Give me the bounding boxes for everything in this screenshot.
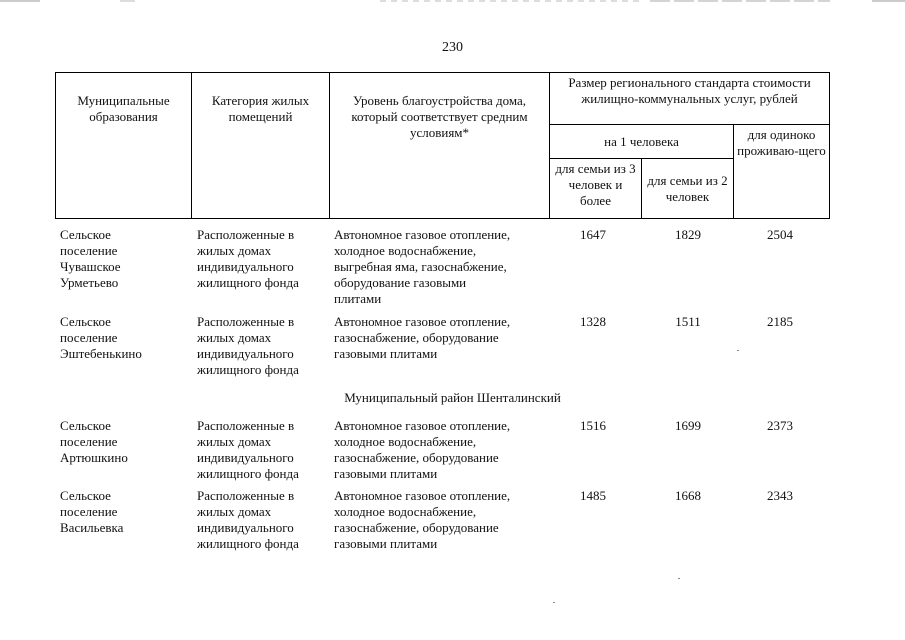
scan-speck	[678, 578, 680, 579]
header-per-person: на 1 человека	[550, 125, 734, 159]
header-family2: для семьи из 2 человек	[642, 159, 734, 219]
row-level: Автономное газовое отопление, холодное водоснабжение, выгребная яма, газоснабжение, оборудование газовыми плитами	[334, 227, 511, 306]
row-family3: 1647	[580, 227, 606, 242]
row-family3: 1328	[580, 314, 606, 329]
row-level: Автономное газовое отопление, холодное водоснабжение, газоснабжение, оборудование газовыми плитами	[334, 418, 511, 481]
row-municipality: Сельское поселение Эштебенькино	[60, 314, 142, 361]
header-level: Уровень благоустройства дома, который соответствует средним условиям*	[330, 73, 550, 219]
row-family2: 1668	[675, 488, 701, 503]
row-category: Расположенные в жилых домах индивидуального жилищного фонда	[197, 227, 299, 290]
row-municipality: Сельское поселение Артюшкино	[60, 418, 128, 465]
row-single: 2373	[767, 418, 793, 433]
scan-speck	[737, 350, 739, 351]
scan-speck	[553, 602, 555, 603]
row-single: 2343	[767, 488, 793, 503]
row-family3: 1485	[580, 488, 606, 503]
row-category: Расположенные в жилых домах индивидуального жилищного фонда	[197, 314, 299, 377]
row-municipality: Сельское поселение Чувашское Урметьево	[60, 227, 121, 290]
row-family2: 1699	[675, 418, 701, 433]
row-municipality: Сельское поселение Васильевка	[60, 488, 124, 535]
section-title: Муниципальный район Шенталинский	[344, 390, 561, 405]
row-level: Автономное газовое отопление, холодное водоснабжение, газоснабжение, оборудование газовыми плитами	[334, 488, 511, 551]
row-family2: 1511	[675, 314, 701, 329]
row-single: 2185	[767, 314, 793, 329]
row-level: Автономное газовое отопление, газоснабжение, оборудование газовыми плитами	[334, 314, 511, 361]
header-family3: для семьи из 3 человек и более	[550, 159, 642, 219]
header-standard: Размер регионального стандарта стоимости жилищно-коммунальных услуг, рублей	[550, 73, 830, 125]
row-family2: 1829	[675, 227, 701, 242]
row-single: 2504	[767, 227, 793, 242]
row-category: Расположенные в жилых домах индивидуального жилищного фонда	[197, 488, 299, 551]
row-family3: 1516	[580, 418, 606, 433]
header-category: Категория жилых помещений	[192, 73, 330, 219]
page-number: 230	[442, 40, 463, 55]
row-category: Расположенные в жилых домах индивидуального жилищного фонда	[197, 418, 299, 481]
header-single: для одиноко проживаю-щего	[734, 125, 830, 219]
header-municipality: Муниципальные образования	[56, 73, 192, 219]
